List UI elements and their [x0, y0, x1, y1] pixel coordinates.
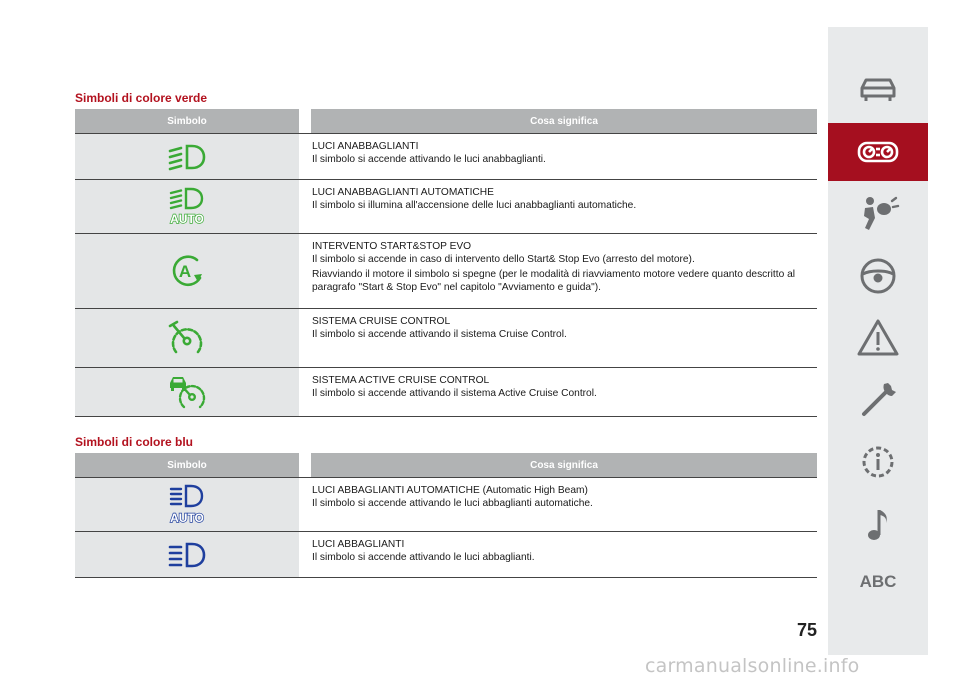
row-text: Il simbolo si accende attivando le luci anabbaglianti.	[312, 153, 546, 165]
auto-low-beam-icon	[165, 187, 209, 227]
table-row	[75, 180, 817, 234]
header-symbol: Simbolo	[167, 459, 207, 471]
row-text: Il simbolo si accende attivando il sistema Active Cruise Control.	[312, 387, 597, 399]
high-beam-icon	[167, 541, 207, 569]
table-row	[75, 134, 817, 180]
steering-wheel-icon	[856, 256, 900, 296]
watermark: carmanualsonline.info	[645, 655, 860, 677]
low-beam-icon	[167, 143, 207, 171]
row-title: LUCI ANABBAGLIANTI AUTOMATICHE	[312, 187, 494, 198]
chapter-dashboard[interactable]	[828, 123, 928, 181]
table-row	[75, 478, 817, 532]
header-meaning: Cosa significa	[530, 115, 598, 127]
header-meaning: Cosa significa	[530, 459, 598, 471]
row-title: LUCI ABBAGLIANTI	[312, 539, 405, 550]
row-text: Riavviando il motore il simbolo si spegne (per le modalità di riavviamento motore vedere quanto descritto al paragrafo "Start & Stop Evo" nel capitolo "Avviamento e guida").	[312, 269, 796, 293]
row-text: Il simbolo si accende attivando il sistema Cruise Control.	[312, 328, 567, 340]
table-row	[75, 234, 817, 309]
table-row	[75, 309, 817, 368]
warning-triangle-icon	[856, 318, 900, 358]
chapter-emergency[interactable]	[828, 309, 928, 367]
green-section-title: Simboli di colore verde	[75, 91, 208, 105]
start-stop-letter: A	[178, 262, 192, 281]
blue-symbols-table	[75, 453, 817, 578]
active-cruise-control-icon	[166, 373, 208, 411]
row-title: LUCI ANABBAGLIANTI	[312, 141, 419, 152]
row-text: Il simbolo si illumina all'accensione delle luci anabbaglianti automatiche.	[312, 199, 637, 211]
start-stop-icon	[167, 252, 207, 290]
row-title: SISTEMA CRUISE CONTROL	[312, 316, 451, 327]
airbag-icon	[856, 194, 900, 234]
auto-high-beam-icon	[165, 484, 209, 526]
music-note-icon	[856, 504, 900, 544]
gear-info-icon	[856, 442, 900, 482]
chapter-safety[interactable]	[828, 185, 928, 243]
row-title: LUCI ABBAGLIANTI AUTOMATICHE (Automatic High Beam)	[312, 485, 588, 496]
chapter-sidebar	[828, 27, 928, 655]
row-text: Il simbolo si accende in caso di intervento dello Start& Stop Evo (arresto del motore).	[312, 253, 695, 265]
chapter-multimedia[interactable]	[828, 495, 928, 553]
row-title: SISTEMA ACTIVE CRUISE CONTROL	[312, 375, 490, 386]
table-row	[75, 532, 817, 578]
table-header	[75, 453, 817, 477]
auto-label: AUTO	[170, 211, 204, 226]
wrench-icon	[856, 380, 900, 420]
blue-section-title: Simboli di colore blu	[75, 435, 194, 449]
cruise-control-icon	[166, 318, 208, 358]
dashboard-icon	[856, 132, 900, 172]
row-title: INTERVENTO START&STOP EVO	[312, 241, 472, 252]
chapter-maintenance[interactable]	[828, 371, 928, 429]
row-text: Il simbolo si accende attivando le luci abbaglianti automatiche.	[312, 497, 593, 509]
chapter-car[interactable]	[828, 61, 928, 119]
index-label: ABC	[859, 572, 897, 591]
header-symbol: Simbolo	[167, 115, 207, 127]
row-text: Il simbolo si accende attivando le luci abbaglianti.	[312, 551, 535, 563]
car-icon	[856, 70, 900, 110]
green-symbols-table	[75, 109, 817, 417]
auto-label: AUTO	[170, 510, 204, 525]
table-row	[75, 368, 817, 417]
chapter-driving[interactable]	[828, 247, 928, 305]
chapter-technical-data[interactable]	[828, 433, 928, 491]
table-header	[75, 109, 817, 133]
page-number: 75	[796, 620, 817, 640]
chapter-index[interactable]	[828, 553, 928, 611]
